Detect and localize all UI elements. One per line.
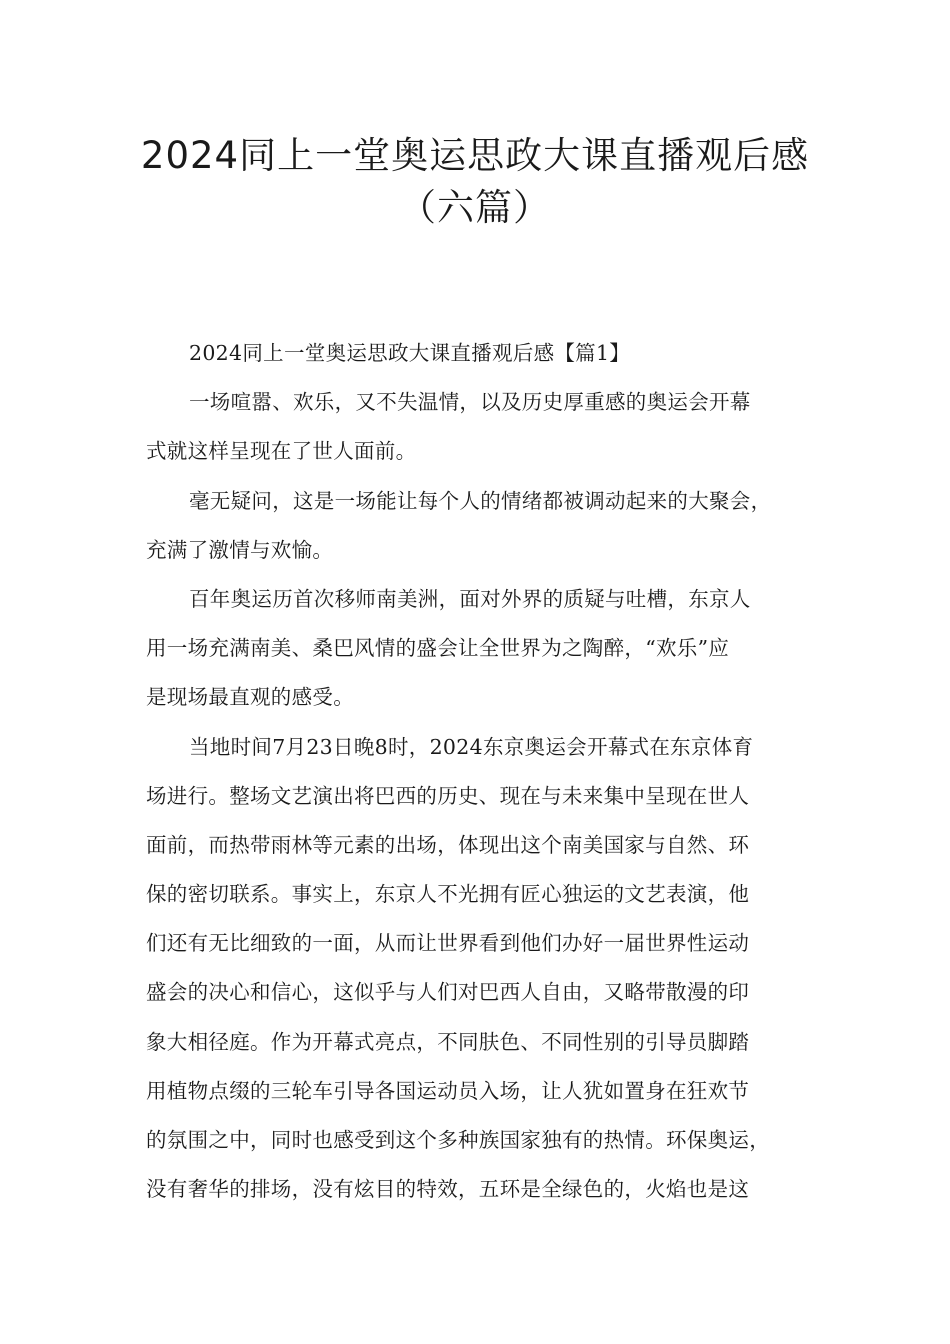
body-line: 百年奥运历首次移师南美洲，面对外界的质疑与吐槽，东京人 [189,586,751,611]
body-line: 毫无疑问，这是一场能让每个人的情绪都被调动起来的大聚会， [189,488,772,513]
body-line: 盛会的决心和信心，这似乎与人们对巴西人自由，又略带散漫的印 [146,980,750,1005]
body-line: 一场喧嚣、欢乐，又不失温情，以及历史厚重感的奥运会开幕 [189,390,751,415]
body-line: 保的密切联系。事实上，东京人不光拥有匠心独运的文艺表演，他 [146,882,750,907]
document-body [146,329,826,1214]
body-line: 没有奢华的排场，没有炫目的特效，五环是全绿色的，火焰也是这 [146,1177,750,1202]
body-line: 当地时间7月23日晚8时，2024东京奥运会开幕式在东京体育 [189,734,754,759]
body-line: 的氛围之中，同时也感受到这个多种族国家独有的热情。环保奥运， [146,1128,770,1152]
body-line: 用植物点缀的三轮车引导各国运动员入场，让人犹如置身在狂欢节 [146,1078,750,1103]
body-line: 2024同上一堂奥运思政大课直播观后感【篇1】 [189,341,631,365]
body-line: 式就这样呈现在了世人面前。 [146,439,417,464]
body-line: 们还有无比细致的一面，从而让世界看到他们办好一届世界性运动 [146,931,750,956]
body-line: 场进行。整场文艺演出将巴西的历史、现在与未来集中呈现在世人 [146,783,750,808]
body-line: 象大相径庭。作为开幕式亮点，不同肤色、不同性别的引导员脚踏 [146,1029,750,1054]
body-line: 用一场充满南美、桑巴风情的盛会让全世界为之陶醉，“欢乐”应 [146,636,730,661]
body-line: 是现场最直观的感受。 [146,685,354,710]
document-title-line-2: （六篇） [399,186,551,229]
body-line: 充满了激情与欢愉。 [146,537,334,562]
body-line: 面前，而热带雨林等元素的出场，体现出这个南美国家与自然、环 [146,832,750,857]
document-title-line-1: 2024同上一堂奥运思政大课直播观后感 [140,134,810,177]
